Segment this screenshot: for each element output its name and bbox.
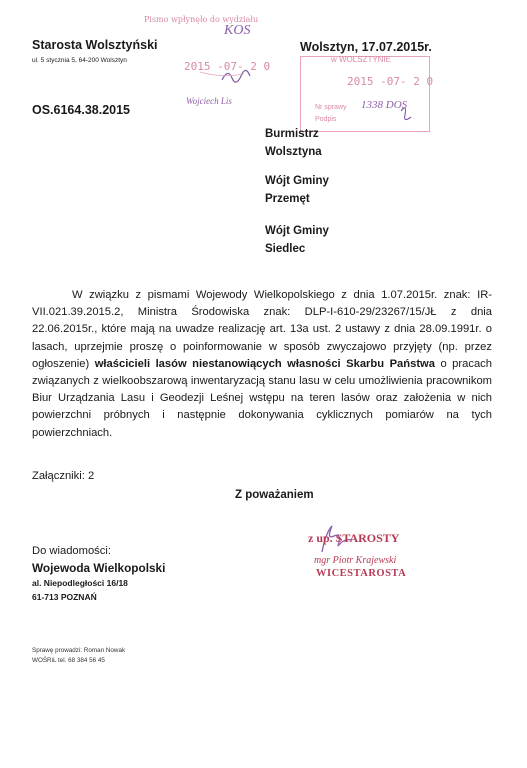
- body-text-part1: W związku z pismami Wojewody Wielkopolskiego z dnia 1.07.2015r. znak: IR-VII.021.39.2015.2, Ministra Środowiska znak: DLP-I-610-29/23267/15/JŁ z dnia 22.06.2015r., które mają na uwadze realizację art. 13a ust. 2 ustawy z dnia 28.09.1991r. o lasach, uprzejmie proszę o poinformowanie w sposób zwyczajowo przyjęty (np. przez ogłoszenie): [32, 289, 492, 370]
- attachments-count: Załączniki: 2: [32, 470, 95, 482]
- receipt-stamp-left: [140, 10, 292, 108]
- recipient-3-line2: Siedlec: [265, 243, 306, 255]
- sender-address: ul. 5 stycznia 5, 64-200 Wolsztyn: [32, 57, 127, 64]
- stamp-right-date: 2015 -07- 2 0: [347, 75, 434, 88]
- signature-role: WICESTAROSTA: [316, 568, 407, 579]
- recipient-2-line2: Przemęt: [265, 193, 310, 205]
- reference-number: OS.6164.38.2015: [32, 103, 130, 117]
- recipient-2-line1: Wójt Gminy: [265, 175, 329, 187]
- stamp-left-line1: Pismo wpłynęło do wydziału: [144, 15, 259, 24]
- signature-name: mgr Piotr Krajewski: [314, 555, 397, 566]
- stamp-right-header: w WOLSZTYNIE: [331, 55, 392, 64]
- stamp-right-nr-label: Nr sprawy: [315, 104, 347, 111]
- recipient-1-line1: Burmistrz: [265, 128, 319, 140]
- recipient-3-line1: Wójt Gminy: [265, 225, 329, 237]
- stamp-right-sign-label: Podpis: [315, 116, 337, 123]
- letter-body: [32, 287, 492, 442]
- receipt-stamp-right: [300, 55, 434, 132]
- stamp-left-initials: KOS: [224, 23, 251, 38]
- cc-address-line2: 61-713 POZNAŃ: [32, 592, 97, 602]
- stamp-right-nr-value: 1338 DOS: [361, 99, 408, 111]
- sender-name: Starosta Wolsztyński: [32, 38, 158, 52]
- cc-label: Do wiadomości:: [32, 545, 111, 557]
- handwritten-signature-mark: [301, 57, 429, 131]
- body-text-bold: właścicieli lasów niestanowiących własności Skarbu Państwa: [94, 357, 435, 370]
- footer-case-officer: Sprawę prowadzi: Roman Nowak: [32, 647, 126, 654]
- signature-title: z up. STAROSTY: [308, 531, 400, 545]
- footer-phone: WOŚRiL tel. 68 384 56 45: [32, 657, 105, 664]
- handwritten-scribble: [140, 10, 292, 108]
- recipient-1-line2: Wolsztyna: [265, 146, 322, 158]
- cc-address-line1: al. Niepodległości 16/18: [32, 578, 128, 588]
- stamp-left-date: 2015 -07- 2 0: [184, 60, 271, 73]
- stamp-left-line3: Wojciech Lis: [186, 96, 232, 106]
- body-text-part2: o pracach związanych z wielkoobszarową inwentaryzacją stanu lasu w celu umożliwienia pracownikom Biur Urządzania Lasu i Geodezji Leśnej wstępu na teren lasów oraz założenia w nich powierzchni próbnych i następnie dokonywania cyklicznych pomiarów na tych powierzchniach.: [32, 357, 492, 439]
- closing-phrase: Z poważaniem: [235, 489, 314, 501]
- cc-name: Wojewoda Wielkopolski: [32, 561, 166, 575]
- body-paragraph: [32, 287, 492, 442]
- place-date: Wolsztyn, 17.07.2015r.: [300, 40, 432, 54]
